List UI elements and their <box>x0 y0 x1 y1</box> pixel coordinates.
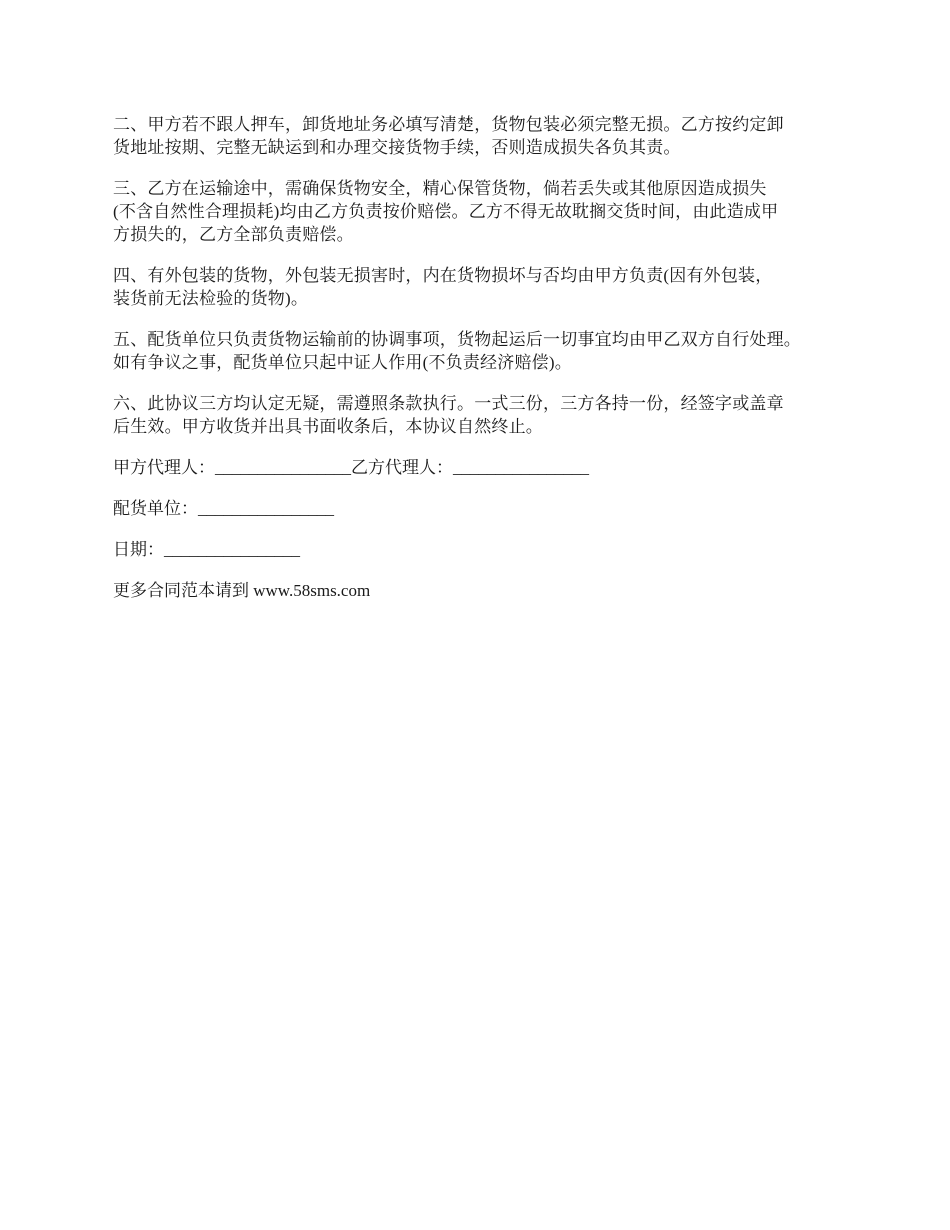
clause-line: 后生效。甲方收货并出具书面收条后，本协议自然终止。 <box>113 417 543 436</box>
clause-line: 六、此协议三方均认定无疑，需遵照条款执行。一式三份，三方各持一份，经签字或盖章 <box>113 394 784 413</box>
clause-6 <box>113 392 855 438</box>
clause-line: 二、甲方若不跟人押车，卸货地址务必填写清楚，货物包装必须完整无损。乙方按约定卸 <box>113 115 784 134</box>
clause-3 <box>113 177 855 246</box>
clause-4 <box>113 264 855 310</box>
clause-line: 三、乙方在运输途中，需确保货物安全，精心保管货物，倘若丢失或其他原因造成损失 <box>113 179 767 198</box>
clause-line: 如有争议之事，配货单位只起中证人作用(不负责经济赔偿)。 <box>113 353 572 372</box>
clause-line: 货地址按期、完整无缺运到和办理交接货物手续，否则造成损失各负其责。 <box>113 138 681 157</box>
footer-note <box>113 579 855 602</box>
agent-signature-row <box>113 456 855 479</box>
clause-line: 四、有外包装的货物，外包装无损害时，内在货物损坏与否均由甲方负责(因有外包装， <box>113 266 773 285</box>
dispatcher-signature: 配货单位：________________ <box>113 499 334 518</box>
clause-line: (不含自然性合理损耗)均由乙方负责按价赔偿。乙方不得无故耽搁交货时间，由此造成甲 <box>113 202 779 221</box>
date-signature: 日期：________________ <box>113 540 300 559</box>
dispatcher-signature-row <box>113 497 855 520</box>
clause-line: 五、配货单位只负责货物运输前的协调事项，货物起运后一切事宜均由甲乙双方自行处理。 <box>113 330 801 349</box>
clause-2 <box>113 113 855 159</box>
footer-note-text: 更多合同范本请到 www.58sms.com <box>113 581 371 600</box>
party-b-agent-signature: 乙方代理人：________________ <box>351 458 589 477</box>
contract-document <box>113 113 855 620</box>
party-a-agent-signature: 甲方代理人：________________ <box>113 458 351 477</box>
clause-5 <box>113 328 855 374</box>
clause-line: 方损失的，乙方全部负责赔偿。 <box>113 225 354 244</box>
clause-line: 装货前无法检验的货物)。 <box>113 289 309 308</box>
date-row <box>113 538 855 561</box>
